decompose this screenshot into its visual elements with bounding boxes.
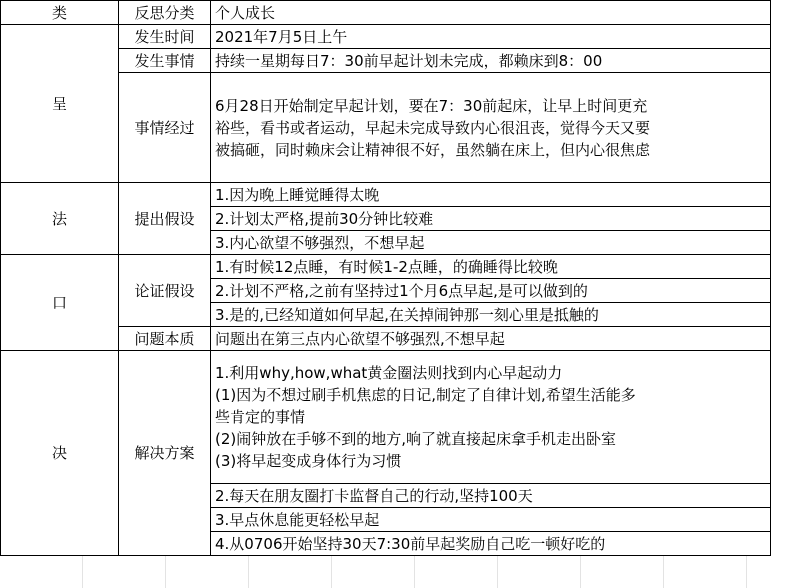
hypothesis-item-cell[interactable]: 2.计划太严格,提前30分钟比较难	[211, 207, 771, 231]
category-cheng-cell[interactable]: 呈	[1, 25, 119, 183]
proof-item-cell[interactable]: 3.是的,已经知道如何早起,在关掉闹钟那一刻心里是抵触的	[211, 303, 771, 327]
solution-item-cell[interactable]: 2.每天在朋友圈打卡监督自己的行动,坚持100天	[211, 484, 771, 508]
header-row	[1, 1, 771, 25]
proof-item-cell[interactable]: 1.有时候12点睡，有时候1-2点睡，的确睡得比较晚	[211, 255, 771, 279]
process-line: 裕些，看书或者运动，早起未完成导致内心很沮丧，觉得今天又要	[215, 118, 651, 137]
solution-line: (1)因为不想过刷手机焦虑的日记,制定了自律计划,希望生活能多	[215, 386, 636, 404]
header-category-cell[interactable]: 类	[1, 1, 119, 25]
row-solution-1	[1, 351, 771, 484]
header-personal-growth-cell[interactable]: 个人成长	[211, 1, 771, 25]
hypothesis-item-cell[interactable]: 1.因为晚上睡觉睡得太晚	[211, 183, 771, 207]
solution-item-cell[interactable]: 3.早点休息能更轻松早起	[211, 508, 771, 532]
essence-label-cell[interactable]: 问题本质	[119, 327, 211, 351]
occurrence-event-value-cell[interactable]: 持续一星期每日7：30前早起计划未完成，都赖床到8：00	[211, 49, 771, 73]
process-line: 被搞砸，同时赖床会让精神很不好，虽然躺在床上，但内心很焦虑	[215, 140, 651, 159]
solution-item-cell[interactable]: 4.从0706开始坚持30天7:30前早起奖励自己吃一顿好吃的	[211, 532, 771, 556]
hypothesis-item-cell[interactable]: 3.内心欲望不够强烈，不想早起	[211, 231, 771, 255]
solution-label-cell[interactable]: 解决方案	[119, 351, 211, 556]
header-reflection-type-cell[interactable]: 反思分类	[119, 1, 211, 25]
occurrence-event-label-cell[interactable]: 发生事情	[119, 49, 211, 73]
hypothesis-label-cell[interactable]: 提出假设	[119, 183, 211, 255]
occurrence-time-value-cell[interactable]: 2021年7月5日上午	[211, 25, 771, 49]
solution-line: 1.利用why,how,what黄金圈法则找到内心早起动力	[215, 364, 563, 382]
solution-line: 些肯定的事情	[215, 408, 306, 426]
proof-item-cell[interactable]: 2.计划不严格,之前有坚持过1个月6点早起,是可以做到的	[211, 279, 771, 303]
row-proof-1	[1, 255, 771, 279]
process-label-cell[interactable]: 事情经过	[119, 73, 211, 183]
row-hypothesis-1	[1, 183, 771, 207]
solution-line: (2)闹钟放在手够不到的地方,响了就直接起床拿手机走出卧室	[215, 430, 617, 448]
process-line: 6月28日开始制定早起计划，要在7：30前起床，让早上时间更充	[215, 96, 648, 115]
occurrence-time-label-cell[interactable]: 发生时间	[119, 25, 211, 49]
category-fa-cell[interactable]: 法	[1, 183, 119, 255]
essence-value-cell[interactable]: 问题出在第三点内心欲望不够强烈,不想早起	[211, 327, 771, 351]
category-kou-cell[interactable]: 口	[1, 255, 119, 351]
row-occurrence-time	[1, 25, 771, 49]
solution-line: (3)将早起变成身体行为习惯	[215, 452, 402, 470]
solution-item-cell[interactable]	[211, 351, 771, 484]
category-jue-cell[interactable]: 决	[1, 351, 119, 556]
proof-label-cell[interactable]: 论证假设	[119, 255, 211, 327]
process-value-cell[interactable]	[211, 73, 771, 183]
